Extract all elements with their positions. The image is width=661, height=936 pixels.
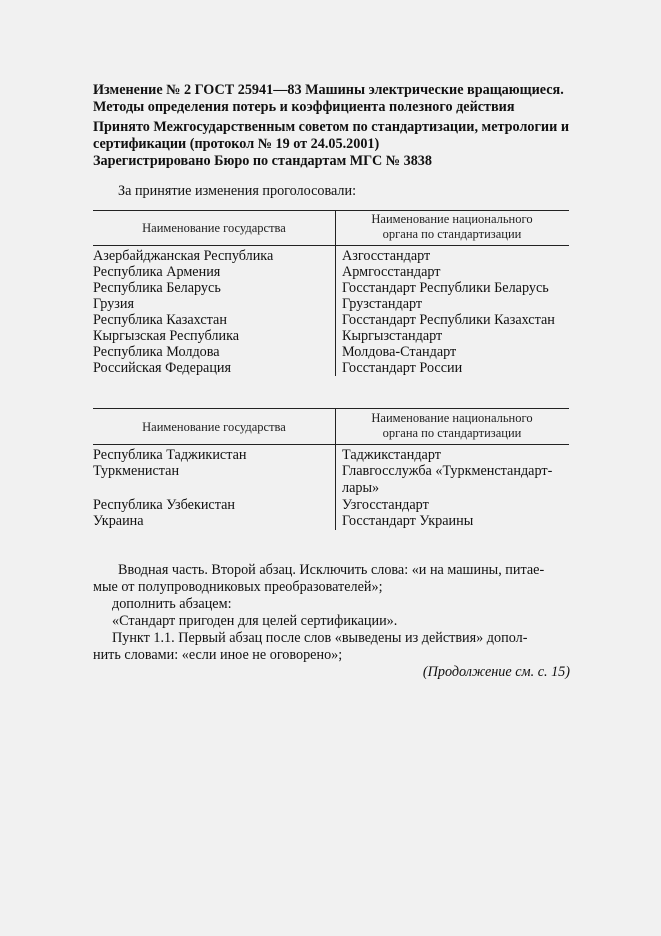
table-cell-org: Узгосстандарт xyxy=(342,497,429,513)
column-header-org xyxy=(335,411,569,441)
table-header-rule xyxy=(93,444,569,445)
paragraph-add: дополнить абзацем: xyxy=(112,596,232,612)
adoption-line: Принято Межгосударственным советом по стандартизации, метрологии и xyxy=(93,119,570,135)
column-header-state: Наименование государства xyxy=(142,221,286,235)
table-cell-org: лары» xyxy=(342,480,380,496)
registration-line: Зарегистрировано Бюро по стандартам МГС № 3838 xyxy=(93,153,432,169)
table-cell-state: Кыргызская Республика xyxy=(93,328,240,344)
table-cell-state: Республика Молдова xyxy=(93,344,220,360)
continuation-note: (Продолжение см. с. 15) xyxy=(422,664,570,680)
table-cell-org: Грузстандарт xyxy=(342,296,423,312)
table-cell-state: Азербайджанская Республика xyxy=(93,248,274,264)
table-cell-org: Госстандарт Республики Казахстан xyxy=(342,312,555,328)
amendment-title: Изменение № 2 ГОСТ 25941—83 Машины электрические вращающиеся. xyxy=(93,82,564,98)
table-cell-state: Республика Узбекистан xyxy=(93,497,235,513)
table-cell-org: Госстандарт России xyxy=(342,360,463,376)
table-cell-state: Республика Армения xyxy=(93,264,221,280)
table-cell-org: Армгосстандарт xyxy=(342,264,441,280)
table-header-rule xyxy=(93,245,569,246)
column-header-org-line2: органа по стандартизации xyxy=(382,227,522,241)
table-cell-org: Молдова-Стандарт xyxy=(342,344,457,360)
column-divider xyxy=(335,408,336,530)
table-top-rule xyxy=(93,210,569,211)
column-header-org-line2: органа по стандартизации xyxy=(382,426,522,440)
voting-table-2 xyxy=(93,408,569,532)
table-cell-state: Грузия xyxy=(93,296,135,312)
table-cell-org: Госстандарт Украины xyxy=(342,513,474,529)
voting-table-1 xyxy=(93,210,569,378)
column-header-state: Наименование государства xyxy=(142,420,286,434)
table-cell-state: Республика Беларусь xyxy=(93,280,221,296)
table-cell-org: Главгосслужба «Туркменстандарт- xyxy=(342,463,553,479)
table-cell-state: Республика Таджикистан xyxy=(93,447,247,463)
table-cell-org: Госстандарт Республики Беларусь xyxy=(342,280,549,296)
table-cell-state: Украина xyxy=(93,513,144,529)
column-divider xyxy=(335,210,336,376)
paragraph-intro-change-cont: мые от полупроводниковых преобразователей»; xyxy=(93,579,383,595)
paragraph-clause: Пункт 1.1. Первый абзац после слов «выведены из действия» допол- xyxy=(112,630,528,646)
table-cell-org: Кыргызстандарт xyxy=(342,328,443,344)
table-cell-org: Азгосстандарт xyxy=(342,248,431,264)
column-header-org-line1: Наименование национального xyxy=(371,411,533,425)
table-cell-org: Таджикстандарт xyxy=(342,447,441,463)
table-cell-state: Республика Казахстан xyxy=(93,312,227,328)
amendment-subtitle: Методы определения потерь и коэффициента полезного действия xyxy=(93,99,515,115)
column-header-org-line1: Наименование национального xyxy=(371,212,533,226)
table-cell-state: Российская Федерация xyxy=(93,360,232,376)
table-cell-state: Туркменистан xyxy=(93,463,180,479)
protocol-line: сертификации (протокол № 19 от 24.05.2001) xyxy=(93,136,380,152)
table-top-rule xyxy=(93,408,569,409)
paragraph-quote: «Стандарт пригоден для целей сертификации». xyxy=(112,613,398,629)
paragraph-clause-cont: нить словами: «если иное не оговорено»; xyxy=(93,647,343,663)
paragraph-intro-change: Вводная часть. Второй абзац. Исключить слова: «и на машины, питае- xyxy=(118,562,545,578)
column-header-org xyxy=(335,212,569,242)
voted-intro: За принятие изменения проголосовали: xyxy=(118,183,357,199)
